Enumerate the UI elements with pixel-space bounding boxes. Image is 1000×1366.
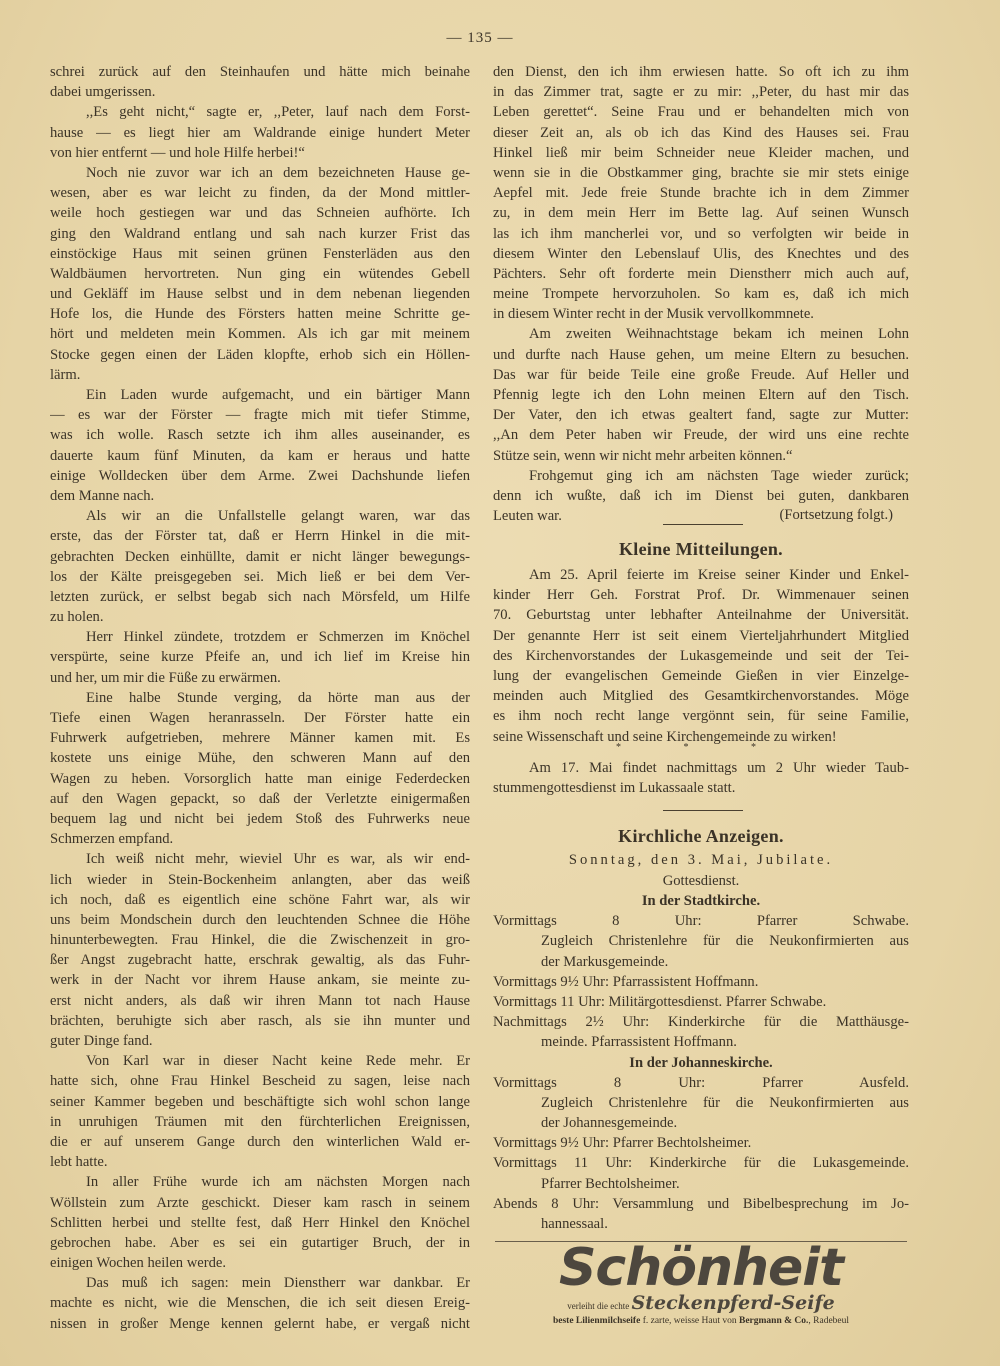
text-line: Stütze sein, wenn wir nicht mehr arbeiten können.“ bbox=[493, 447, 793, 464]
text-line: Herr Hinkel zündete, trotzdem er Schmerzen im Knöchel bbox=[86, 629, 470, 646]
service-entry: Nachmittags 2½ Uhr: Kinderkirche für die Matthäusge- bbox=[493, 1014, 909, 1031]
text-line: hört und meldeten mein Kommen. Als ich gar mit meinem bbox=[50, 326, 470, 343]
service-entry-continuation: Pfarrer Bechtolsheimer. bbox=[541, 1175, 680, 1192]
text-line: wenn sie in die Obstkammer ging, brachte sie mir stets einige bbox=[493, 164, 909, 181]
news-item-service bbox=[493, 758, 909, 798]
text-line: und her, um mir die Füße zu erwärmen. bbox=[50, 669, 281, 686]
text-line: ßer Angst zugebracht hatte, erschrak gewaltig, als das Fuhr- bbox=[50, 952, 470, 969]
text-line: Waldbäumen hervortreten. Nun ging ein wütendes Gebell bbox=[50, 265, 470, 282]
text-line: guter Dinge fand. bbox=[50, 1033, 153, 1049]
text-line: Noch nie zuvor war ich an dem bezeichneten Hause ge- bbox=[86, 164, 470, 181]
service-entry: Vormittags 8 Uhr: Pfarrer Schwabe. bbox=[493, 913, 909, 930]
text-line: dabei umgerissen. bbox=[50, 84, 156, 101]
text-line: kostete uns einige Mühe, den schweren Mann auf den bbox=[50, 750, 470, 767]
ad-footer-text: f. zarte, weisse Haut von bbox=[640, 1316, 739, 1326]
story-continuation bbox=[493, 62, 909, 526]
ad-verleiht: verleiht die echte bbox=[567, 1301, 630, 1311]
text-line: Pächters. Sehr oft forderte mein Dienstherr mich auch auf, bbox=[493, 265, 909, 282]
service-entry-continuation: der Markusgemeinde. bbox=[541, 953, 669, 970]
church-heading: Kirchliche Anzeigen. bbox=[618, 826, 784, 846]
text-line: — es war der Förster — fragte mich mit tiefer Stimme, bbox=[50, 407, 470, 424]
service-entry: Vormittags 11 Uhr: Militärgottesdienst. Pfarrer Schwabe. bbox=[493, 993, 827, 1010]
ad-footer-city: , Radebeul bbox=[808, 1316, 850, 1326]
text-line: gebrachten Decken einhüllte, damit er nicht länger bewegungs- bbox=[50, 548, 470, 565]
text-line: Der genannte Herr ist seit einem Vierteljahrhundert Mitglied bbox=[493, 627, 909, 644]
text-line: auf den Wagen gepackt, so daß der Verletzte einigermaßen bbox=[50, 790, 470, 807]
text-line: seiner Kammer begeben und beschäftigte sich wohl schon lange bbox=[50, 1093, 470, 1110]
text-line: was ich wolle. Rasch setzte ich ihm alles auseinander, es bbox=[50, 427, 470, 444]
service-entry-continuation: Zugleich Christenlehre für die Neukonfirmierten aus bbox=[541, 1094, 909, 1111]
text-line: es ihm noch recht lange vergönnt sein, für seine Familie, bbox=[493, 708, 909, 725]
text-line: und Gekläff im Hause selbst und in dem nebenan liegenden bbox=[50, 286, 470, 303]
text-line: meinden auch Mitglied des Gesamtkirchenvorstandes. Möge bbox=[493, 688, 909, 705]
text-line: 70. Geburtstag unter lebhafter Anteilnahme der Universität. bbox=[493, 607, 909, 624]
text-line: stummengottesdienst im Lukassaale statt. bbox=[493, 780, 736, 797]
text-line: wesen, aber es war leicht zu finden, da der Mond mittler- bbox=[50, 185, 470, 202]
service-entry-continuation: Zugleich Christenlehre für die Neukonfirmierten aus bbox=[541, 933, 909, 950]
text-line: ich noch, daß es eigentlich eine schöne Fahrt war, als wir bbox=[50, 891, 470, 908]
service-entry: Abends 8 Uhr: Versammlung und Bibelbesprechung im Jo- bbox=[493, 1195, 909, 1212]
text-line: Leben gerettet“. Seine Frau und er behandelten mich von bbox=[493, 104, 909, 121]
news-item-birthday bbox=[493, 565, 909, 747]
text-line: in diesem Winter recht in der Musik vervollkommnete. bbox=[493, 306, 814, 323]
text-line: Wagen zu heben. Vorsorglich hatte man einige Federdecken bbox=[50, 770, 470, 787]
text-line: hinunterbewegten. Frau Hinkel, die die Zwischenzeit in gro- bbox=[50, 932, 470, 949]
text-line: des Kirchenvorstandes der Lukasgemeinde und seit der Tei- bbox=[493, 647, 909, 664]
text-line: verspürte, seine kurze Pfeife an, und ich lief im Kreise hin bbox=[50, 649, 470, 666]
text-line: Als wir an die Unfallstelle gelangt waren, war das bbox=[86, 508, 470, 525]
text-line: letzten zurück, er selbst begab sich nach Mörsfeld, um Hilfe bbox=[50, 588, 470, 605]
text-line: werk in der Nacht vor ihrem Hause ankam, sie meinte zu- bbox=[50, 972, 470, 989]
text-line: erste, das der Förster tat, daß er Herrn Hinkel in die mit- bbox=[50, 528, 470, 545]
text-line: lärm. bbox=[50, 366, 81, 383]
text-line: brächten, beruhigte sich aber rasch, als sie ihn munter und bbox=[50, 1012, 470, 1029]
text-line: in das Zimmer trat, sagte er zu mir: ,,Peter, du hast mir das bbox=[493, 84, 909, 101]
text-line: seine Wissenschaft und seine Kirchengemeinde zu wirken! bbox=[493, 728, 837, 745]
text-line: meine Trompete hervorzuholen. So kam es, daß ich mich bbox=[493, 286, 909, 303]
ad-tagline bbox=[493, 1292, 909, 1314]
text-line: schrei zurück auf den Steinhaufen und hätte mich beinahe bbox=[50, 64, 470, 80]
text-line: dem Manne nach. bbox=[50, 487, 155, 504]
text-line: Schlitten herbei und stellte fest, daß Herr Hinkel den Knöchel bbox=[50, 1214, 470, 1231]
text-line: machte es nicht, wie die Menschen, die ich seit diesen Ereig- bbox=[50, 1295, 470, 1312]
text-line: erst nicht anders, als daß wir ihren Mann tot nach Hause bbox=[50, 992, 470, 1009]
text-line: bequem lag und nicht bei jedem Stoß des Fuhrwerks neue bbox=[50, 810, 470, 827]
text-line: Aepfel mit. Jede freie Stunde brachte ich in dem Zimmer bbox=[493, 185, 909, 202]
text-line: Pfennig legte ich den Lohn meinen Eltern auf den Tisch. bbox=[493, 387, 909, 403]
text-line: Von Karl war in dieser Nacht keine Rede mehr. Er bbox=[86, 1053, 470, 1070]
text-line: Am 25. April feierte im Kreise seiner Kinder und Enkel- bbox=[529, 567, 909, 583]
ad-brand: Steckenpferd-Seife bbox=[631, 1292, 835, 1314]
text-line: kinder Herr Geh. Forstrat Prof. Dr. Wimmenauer seinen bbox=[493, 587, 909, 604]
text-line: diesem Winter den Lebenslauf Ulis, des Knechtes und des bbox=[493, 245, 909, 262]
service-entry-continuation: meinde. Pfarrassistent Hoffmann. bbox=[541, 1034, 737, 1051]
ad-footer-company: Bergmann & Co. bbox=[738, 1316, 809, 1326]
news-separator: * * * bbox=[616, 742, 786, 753]
text-line: Eine halbe Stunde verging, da hörte man aus der bbox=[86, 689, 470, 706]
text-line: las ich ihm mancherlei vor, und so verfolgten wir beide in bbox=[493, 225, 909, 242]
text-line: denn ich wußte, daß ich im Dienst bei guten, dankbaren bbox=[493, 487, 909, 504]
text-line: die er auf unserem Gange durch den winterlichen Wald er- bbox=[50, 1133, 470, 1150]
service-entry-continuation: der Johannesgemeinde. bbox=[541, 1115, 678, 1132]
text-line: lung der evangelischen Gemeinde Gießen in vier Einzelge- bbox=[493, 667, 909, 684]
left-column bbox=[50, 62, 470, 1334]
church-date-line: Sonntag, den 3. Mai, Jubilate. bbox=[568, 852, 834, 868]
text-line: und durfte nach Hause gehen, um meine Eltern zu besuchen. bbox=[493, 346, 909, 363]
text-line: Tiefe einen Wagen heranrasseln. Der Förster hatte ein bbox=[50, 710, 470, 726]
text-line: zu, in dem mein Herr im Bette lag. Auf seinen Wunsch bbox=[493, 205, 909, 222]
church-service-label: Gottesdienst. bbox=[662, 873, 740, 889]
right-column bbox=[493, 0, 909, 1366]
text-line: nissen in großer Menge kennen gelernt habe, er vergaß nicht bbox=[50, 1315, 470, 1332]
church-section-heading: In der Johanneskirche. bbox=[629, 1054, 773, 1071]
text-line: uns beim Mondschein durch den leuchtenden Schnee die Höhe bbox=[50, 911, 470, 928]
page-number: — 135 — bbox=[446, 30, 514, 46]
text-line: los der Kälte preisgegeben sei. Mich ließ er bei dem Ver- bbox=[50, 568, 470, 585]
text-line: dieser Zeit an, als ob ich das Kind des Hauses sei. Frau bbox=[493, 124, 909, 141]
service-entry-continuation: hannessaal. bbox=[541, 1216, 608, 1232]
text-line: In aller Frühe wurde ich am nächsten Morgen nach bbox=[86, 1174, 470, 1191]
text-line: Ich weiß nicht mehr, wieviel Uhr es war, als wir end- bbox=[86, 851, 470, 868]
text-line: weile hoch gestiegen war und das Schneien aufhörte. Ich bbox=[50, 205, 470, 222]
story-end-rule bbox=[663, 524, 743, 525]
text-line: Das muß ich sagen: mein Dienstherr war dankbar. Er bbox=[86, 1275, 470, 1292]
ad-footer-product: beste Lilienmilchseife bbox=[552, 1316, 641, 1326]
text-line: Hinkel ließ mir beim Schneider neue Kleider machen, und bbox=[493, 144, 909, 161]
text-line: lich wieder in Stein-Bockenheim anlangten, aber das weiß bbox=[50, 871, 470, 888]
continuation-note: (Fortsetzung folgt.) bbox=[779, 507, 893, 523]
text-line: in unruhigen Träumen mit den fürchterlichen Ereignissen, bbox=[50, 1113, 470, 1130]
text-line: einigen Wochen heilen werde. bbox=[50, 1255, 227, 1272]
text-line: Schmerzen empfand. bbox=[50, 831, 174, 848]
ad-footer bbox=[493, 1316, 909, 1326]
text-line: Fuhrwerk aufgetrieben, mehrere Männer kamen mit. Es bbox=[50, 730, 470, 747]
service-entry: Vormittags 9½ Uhr: Pfarrer Bechtolsheimer. bbox=[493, 1135, 752, 1152]
text-line: gebrochen habe. Aber es sei ein gutartiger Bruch, der in bbox=[50, 1234, 470, 1251]
text-line: ,,An dem Peter haben wir Freude, der wird uns eine rechte bbox=[493, 427, 909, 444]
text-line: von hier entfernt — und hole Hilfe herbei!“ bbox=[50, 144, 305, 161]
service-entry: Vormittags 8 Uhr: Pfarrer Ausfeld. bbox=[493, 1074, 909, 1091]
text-line: hause — es liegt hier am Waldrande einige hundert Meter bbox=[50, 124, 470, 141]
section-rule bbox=[663, 810, 743, 811]
text-line: einige Wolldecken über dem Arme. Zwei Dachshunde liefen bbox=[50, 467, 470, 484]
service-entry: Vormittags 11 Uhr: Kinderkirche für die Lukasgemeinde. bbox=[493, 1155, 909, 1172]
text-line: zu holen. bbox=[50, 609, 104, 626]
service-entry: Vormittags 9½ Uhr: Pfarrassistent Hoffmann. bbox=[493, 973, 759, 990]
church-section-heading: In der Stadtkirche. bbox=[641, 893, 761, 909]
text-line: Ein Laden wurde aufgemacht, und ein bärtiger Mann bbox=[86, 387, 470, 403]
text-line: einstöckige Haus mit seinen grünen Fensterläden aus den bbox=[50, 245, 470, 262]
text-line: den Dienst, den ich ihm erwiesen hatte. So oft ich zu ihm bbox=[493, 64, 909, 80]
text-line: Der Vater, den ich etwas gealtert fand, sagte zur Mutter: bbox=[493, 407, 909, 424]
text-line: Hofe los, die Hunde des Försters hatten meine Schritte ge- bbox=[50, 306, 470, 323]
text-line: Das war für beide Teile eine große Freude. Auf Heller und bbox=[493, 366, 909, 383]
text-line: lebt hatte. bbox=[50, 1154, 108, 1171]
text-line: Am zweiten Weihnachtstage bekam ich meinen Lohn bbox=[529, 326, 909, 343]
text-line: Stocke gegen einen der Läden klopfte, erhob sich ein Höllen- bbox=[50, 346, 470, 363]
text-line: Leuten war. bbox=[493, 508, 562, 525]
text-line: hatte sich, ohne Frau Hinkel Bescheid zu sagen, leise nach bbox=[50, 1073, 470, 1090]
text-line: Am 17. Mai findet nachmittags um 2 Uhr wieder Taub- bbox=[529, 760, 909, 776]
text-line: dauerte kaum fünf Minuten, da kam er heraus und hatte bbox=[50, 447, 470, 464]
text-line: Wöllstein zum Arzte geschickt. Dieser kam rasch in seinem bbox=[50, 1194, 470, 1211]
ad-headline: Schönheit bbox=[558, 1238, 843, 1298]
text-line: ging den Waldrand entlang und sah nach kurzer Frist das bbox=[50, 225, 470, 242]
text-line: ,,Es geht nicht,“ sagte er, ,,Peter, lauf nach dem Forst- bbox=[86, 104, 470, 121]
text-line: Frohgemut ging ich am nächsten Tage wieder zurück; bbox=[529, 467, 909, 484]
church-listings bbox=[493, 891, 909, 1234]
news-heading: Kleine Mitteilungen. bbox=[619, 539, 783, 559]
